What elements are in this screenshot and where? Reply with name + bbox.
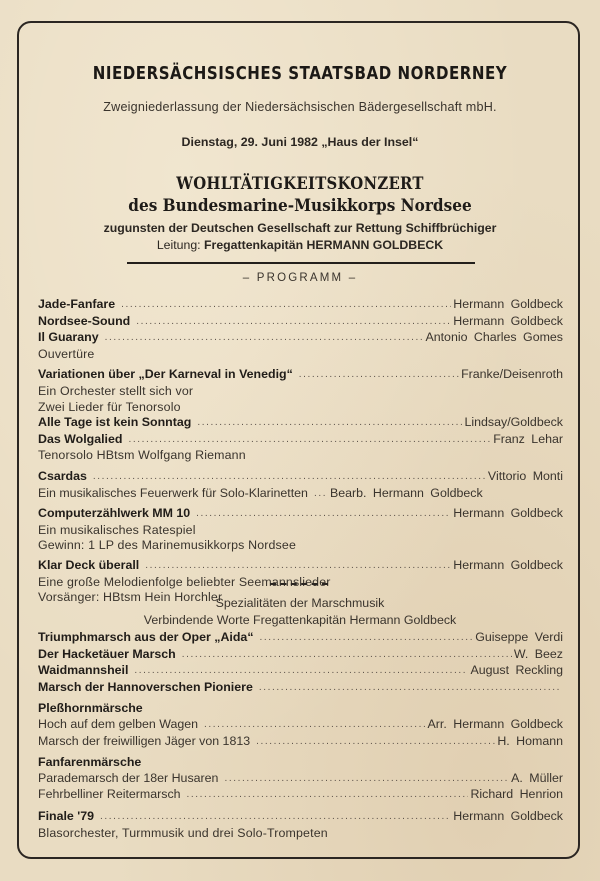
leader-dots (256, 734, 495, 750)
composer: August Reckling (470, 663, 563, 678)
piece-title: Hoch auf dem gelben Wagen (38, 716, 199, 731)
conductor-name: Fregattenkapitän HERMANN GOLDBECK (204, 238, 444, 252)
section-separator (270, 583, 328, 585)
leader-dots (299, 367, 459, 383)
leader-dots (197, 415, 462, 431)
connecting-words: Verbindende Worte Fregattenkapitän Hermann Goldbeck (143, 613, 457, 627)
program-part-2 (38, 630, 563, 841)
leader-dots (100, 809, 451, 825)
leader-dots (314, 486, 328, 502)
institution-title: NIEDERSÄCHSISCHES STAATSBAD NORDERNEY (92, 64, 508, 84)
composer: Arr. Hermann Goldbeck (427, 716, 563, 731)
piece-title: Waidmannsheil (38, 663, 129, 678)
composer: Hermann Goldbeck (453, 313, 563, 328)
piece-note: Gewinn: 1 LP des Marinemusikkorps Nordsee (38, 538, 296, 553)
piece-title: Das Wolgalied (38, 431, 123, 446)
ensemble-name: des Bundesmarine-Musikkorps Nordsee (128, 196, 472, 216)
piece-note: Ein musikalisches Ratespiel (38, 522, 196, 537)
composer: Franz Lehar (493, 431, 563, 446)
program-item (38, 630, 563, 647)
piece-title: Fehrbelliner Reitermarsch (38, 787, 181, 802)
program-item (38, 771, 563, 788)
program-item (38, 734, 563, 751)
composer: Guiseppe Verdi (475, 630, 563, 644)
piece-title: Marsch der Hannoverschen Pioniere (38, 679, 253, 694)
piece-note: Vorsänger: HBtsm Hein Horchler (38, 590, 223, 605)
piece-note: Ein Orchester stellt sich vor (38, 383, 194, 398)
piece-title: Klar Deck überall (38, 557, 140, 572)
program-part-1 (38, 297, 563, 606)
piece-title: Computerzählwerk MM 10 (38, 506, 191, 521)
composer: Hermann Goldbeck (453, 808, 563, 823)
piece-title: Jade-Fanfare (38, 297, 116, 311)
program-item-finale (38, 809, 563, 826)
program-item (38, 717, 563, 734)
composer: Antonio Charles Gomes (425, 330, 563, 345)
leader-dots (121, 297, 451, 313)
program-item (38, 314, 563, 331)
program-heading: – PROGRAMM – (242, 272, 358, 284)
program-item (38, 432, 563, 449)
program-item (38, 367, 563, 384)
program-item (38, 558, 563, 575)
piece-title: Il Guarany (38, 330, 99, 345)
piece-title: Finale '79 (38, 808, 94, 823)
piece-note: Ouvertüre (38, 346, 95, 361)
subsidiary-line: Zweigniederlassung der Niedersächsischen Bädergesellschaft mbH. (103, 100, 497, 114)
leader-dots (128, 432, 491, 448)
composer: Franke/Deisenroth (461, 367, 563, 382)
composer: Richard Henrion (470, 787, 563, 802)
leader-dots (196, 506, 451, 522)
conductor-label: Leitung: (156, 238, 201, 252)
leader-dots (134, 663, 468, 679)
conductor-line (0, 238, 600, 252)
program-item (38, 469, 563, 486)
leader-dots (182, 647, 512, 663)
composer: W. Beez (513, 646, 563, 661)
date-venue: Dienstag, 29. Juni 1982 „Haus der Insel“ (181, 135, 419, 149)
leader-dots (136, 314, 451, 330)
composer: Vittorio Monti (487, 468, 563, 483)
leader-dots (187, 787, 469, 803)
program-item (38, 663, 563, 680)
composer: Hermann Goldbeck (453, 297, 563, 311)
composer: A. Müller (511, 770, 563, 785)
arranger: Bearb. Hermann Goldbeck (329, 485, 483, 500)
program-item (38, 506, 563, 523)
piece-note: Zwei Lieder für Tenorsolo (38, 399, 181, 414)
leader-dots (105, 330, 424, 346)
leader-dots (93, 469, 486, 485)
program-subline (38, 486, 563, 503)
leader-dots (224, 771, 509, 787)
piece-title: Csardas (38, 468, 87, 483)
program-item (38, 297, 563, 314)
section-heading-fanfaren: Fanfarenmärsche (38, 755, 142, 770)
header-divider (127, 262, 475, 264)
concert-title: WOHLTÄTIGKEITSKONZERT (176, 174, 424, 193)
leader-dots (145, 558, 451, 574)
piece-note: Tenorsolo HBtsm Wolfgang Riemann (38, 448, 246, 463)
section-heading-plesshorn: Pleßhornmärsche (38, 701, 143, 716)
composer: Hermann Goldbeck (453, 557, 563, 572)
piece-title: Parademarsch der 18er Husaren (38, 770, 219, 785)
piece-title: Der Hacketäuer Marsch (38, 646, 176, 661)
piece-title: Triumphmarsch aus der Oper „Aida“ (38, 630, 254, 644)
piece-title: Nordsee-Sound (38, 313, 131, 328)
piece-description: Ein musikalisches Feuerwerk für Solo-Klarinetten (38, 485, 308, 500)
composer: H. Homann (497, 733, 563, 748)
program-item (38, 680, 563, 697)
program-item (38, 647, 563, 664)
benefit-line: zugunsten der Deutschen Gesellschaft zur Rettung Schiffbrüchiger (103, 221, 497, 235)
interlude-heading: Spezialitäten der Marschmusik (215, 596, 385, 610)
composer: Lindsay/Goldbeck (464, 415, 563, 430)
piece-title: Marsch der freiwilligen Jäger von 1813 (38, 733, 251, 748)
piece-note: Blasorchester, Turmmusik und drei Solo-Trompeten (38, 825, 328, 840)
program-item (38, 787, 563, 804)
leader-dots (204, 717, 425, 733)
program-item (38, 415, 563, 432)
program-item (38, 330, 563, 347)
piece-title: Variationen über „Der Karneval in Venedig“ (38, 367, 293, 382)
leader-dots (260, 630, 474, 646)
leader-dots (259, 680, 561, 696)
piece-title: Alle Tage ist kein Sonntag (38, 415, 192, 430)
composer: Hermann Goldbeck (453, 506, 563, 521)
piece-note: Eine große Melodienfolge beliebter Seemannslieder (38, 574, 331, 589)
